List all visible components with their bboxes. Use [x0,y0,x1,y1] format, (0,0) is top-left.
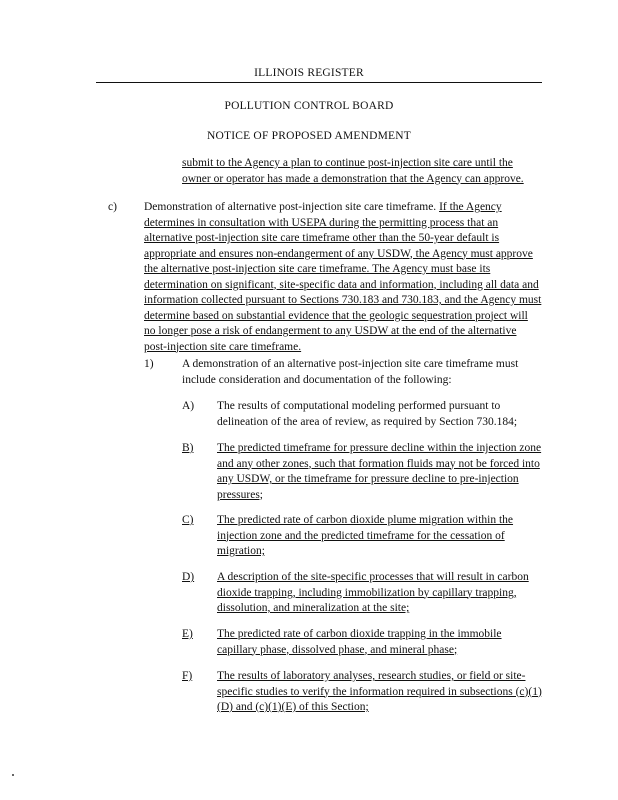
item-b-label: B) [182,442,194,454]
item-1-label: 1) [144,358,154,370]
register-title: ILLINOIS REGISTER [254,67,364,79]
item-d-label: D) [182,571,195,583]
board-title: POLLUTION CONTROL BOARD [224,100,394,112]
scan-speck [12,774,14,776]
header-rule [96,82,542,83]
item-e-label: E) [182,628,193,640]
section-c-label: c) [108,201,117,213]
item-a-label: A) [182,400,195,412]
section-c-title: Demonstration of alternative post-injection site care timeframe. [144,201,437,213]
item-b-text: The predicted timeframe for pressure decline within the injection zone and any other zones, such that formation fluids may not be forced into any USDW, or the timeframe for pressure decline to pre-injection pressures; [217,442,542,501]
section-c-paragraph [144,200,542,355]
item-a-text: The results of computational modeling performed pursuant to delineation of the area of review, as required by Section 730.184; [217,400,518,428]
section-c-body: If the Agency determines in consultation with USEPA during the permitting process that an alternative post-injection site care timeframe other than the 50-year default is appropriate and ensures non-endangerment of any USDW, the Agency must approve the alternative post-injection site care timeframe. The Agency must base its determination on significant, site-specific data and information, including all data and information collected pursuant to Sections 730.183 and 730.183, and the Agency must determine based on substantial evidence that the geologic sequestration project will no longer pose a risk of endangerment to any USDW at the end of the alternative post-injection site care timeframe. [144,201,542,353]
item-f-text: The results of laboratory analyses, research studies, or field or site-specific studies to verify the information required in subsections (c)(1)(D) and (c)(1)(E) of this Section; [217,670,542,713]
item-1-text [182,357,542,388]
item-f-label: F) [182,670,193,682]
continuation-text: submit to the Agency a plan to continue post-injection site care until the owner or operator has made a demonstration that the Agency can approve. [182,157,524,185]
item-1-text-content: A demonstration of an alternative post-injection site care timeframe must include consideration and documentation of the following: [182,358,519,386]
item-d-text: A description of the site-specific processes that will result in carbon dioxide trapping, including immobilization by capillary trapping, dissolution, and mineralization at the site; [217,571,529,614]
item-c-text: The predicted rate of carbon dioxide plume migration within the injection zone and the predicted timeframe for the cessation of migration; [217,514,514,557]
item-e-text: The predicted rate of carbon dioxide trapping in the immobile capillary phase, dissolved phase, and mineral phase; [217,628,502,656]
item-c-label: C) [182,514,194,526]
notice-title: NOTICE OF PROPOSED AMENDMENT [207,130,411,142]
